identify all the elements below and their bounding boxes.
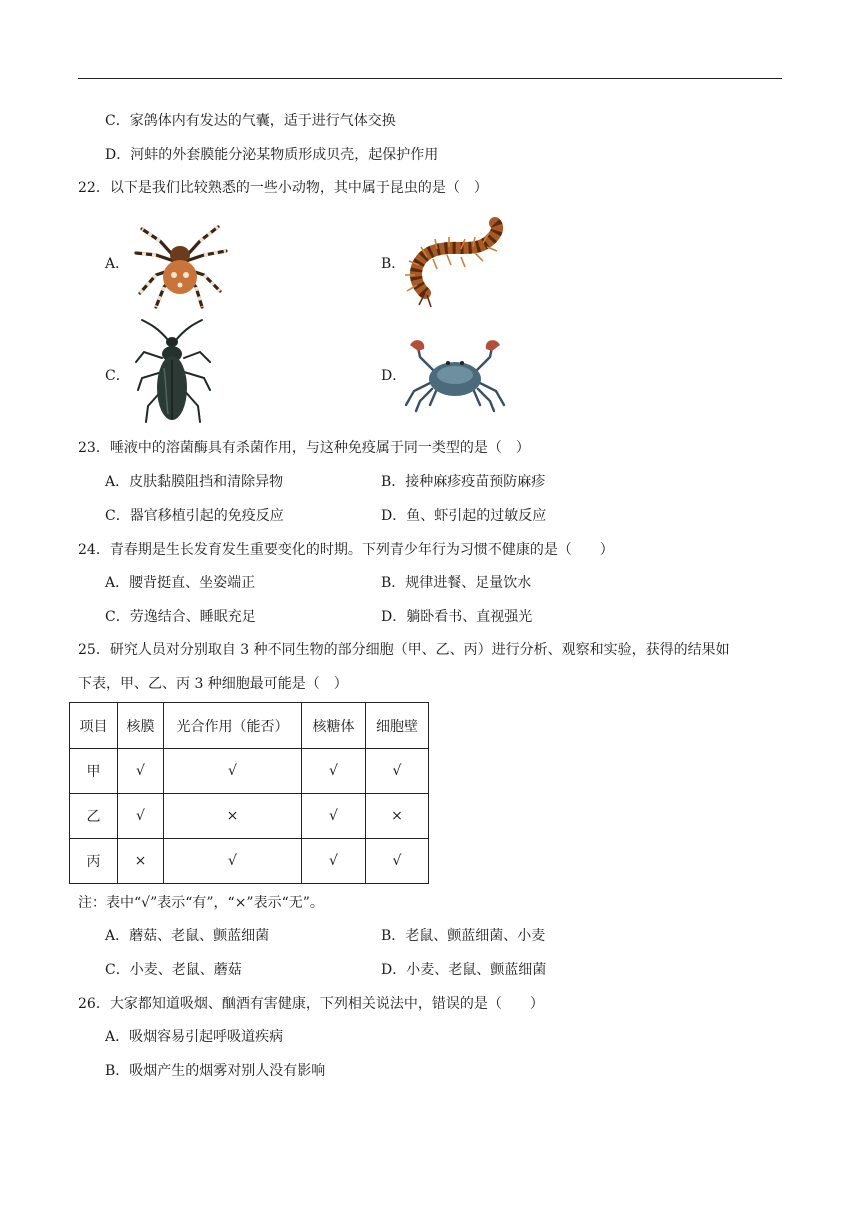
table-header: 核膜 — [118, 703, 164, 749]
beetle-icon[interactable] — [128, 318, 218, 428]
q23-stem: 23．唾液中的溶菌酶具有杀菌作用，与这种免疫属于同一类型的是（ ） — [78, 440, 530, 456]
table-cell: √ — [118, 749, 164, 794]
table-header: 核糖体 — [302, 703, 366, 749]
q24-option-d[interactable]: D．躺卧看书、直视强光 — [381, 609, 533, 625]
spider-icon[interactable] — [130, 215, 230, 310]
table-header: 光合作用（能否） — [164, 703, 302, 749]
q26-option-a[interactable]: A．吸烟容易引起呼吸道疾病 — [105, 1029, 284, 1045]
table-cell: 丙 — [70, 839, 118, 884]
table-cell: √ — [366, 839, 429, 884]
q26-option-b[interactable]: B．吸烟产生的烟雾对别人没有影响 — [105, 1063, 326, 1079]
table-cell: √ — [302, 749, 366, 794]
q22-stem: 22．以下是我们比较熟悉的一些小动物，其中属于昆虫的是（ ） — [78, 180, 488, 196]
q25-stem-line-2: 下表，甲、乙、丙 3 种细胞最可能是（ ） — [78, 676, 348, 692]
q22-option-a-label[interactable]: A． — [105, 256, 130, 272]
table-header: 细胞壁 — [366, 703, 429, 749]
q24-option-a[interactable]: A．腰背挺直、坐姿端正 — [105, 575, 256, 591]
q22-option-c-label[interactable]: C． — [105, 368, 130, 384]
q25-option-d[interactable]: D．小麦、老鼠、颤蓝细菌 — [381, 962, 547, 978]
q23-option-b[interactable]: B．接种麻疹疫苗预防麻疹 — [381, 474, 546, 490]
q24-option-b[interactable]: B．规律进餐、足量饮水 — [381, 575, 532, 591]
centipede-icon[interactable] — [403, 215, 508, 310]
q25-table-note: 注：表中“√”表示“有”，“×”表示“无”。 — [78, 895, 324, 911]
q26-stem: 26．大家都知道吸烟、酗酒有害健康，下列相关说法中，错误的是（ ） — [78, 996, 544, 1012]
q21-option-c[interactable]: C．家鸽体内有发达的气囊，适于进行气体交换 — [105, 113, 396, 129]
table-cell: √ — [302, 794, 366, 839]
q23-option-d[interactable]: D．鱼、虾引起的过敏反应 — [381, 508, 547, 524]
table-cell: 甲 — [70, 749, 118, 794]
table-cell: × — [366, 794, 429, 839]
q23-option-c[interactable]: C．器官移植引起的免疫反应 — [105, 508, 284, 524]
q21-option-d[interactable]: D．河蚌的外套膜能分泌某物质形成贝壳，起保护作用 — [105, 147, 439, 163]
q22-option-b-label[interactable]: B． — [381, 256, 406, 272]
table-cell: √ — [164, 839, 302, 884]
table-header: 项目 — [70, 703, 118, 749]
table-row — [70, 749, 429, 794]
table-cell: √ — [164, 749, 302, 794]
table-cell: × — [118, 839, 164, 884]
table-cell: √ — [366, 749, 429, 794]
q25-option-b[interactable]: B．老鼠、颤蓝细菌、小麦 — [381, 928, 546, 944]
table-cell: √ — [118, 794, 164, 839]
table-cell: × — [164, 794, 302, 839]
header-rule — [78, 78, 782, 79]
q25-option-c[interactable]: C．小麦、老鼠、蘑菇 — [105, 962, 242, 978]
table-row — [70, 794, 429, 839]
cell-comparison-table — [69, 702, 429, 884]
table-cell: √ — [302, 839, 366, 884]
table-header-row — [70, 703, 429, 749]
crab-icon[interactable] — [400, 335, 510, 413]
q24-option-c[interactable]: C．劳逸结合、睡眠充足 — [105, 609, 256, 625]
q22-option-d-label[interactable]: D． — [381, 368, 407, 384]
q24-stem: 24．青春期是生长发育发生重要变化的时期。下列青少年行为习惯不健康的是（ ） — [78, 542, 614, 558]
q23-option-a[interactable]: A．皮肤黏膜阻挡和清除异物 — [105, 474, 284, 490]
q25-stem-line-1: 25．研究人员对分别取自 3 种不同生物的部分细胞（甲、乙、丙）进行分析、观察和实验，获得的结果如 — [78, 642, 730, 658]
q25-option-a[interactable]: A．蘑菇、老鼠、颤蓝细菌 — [105, 928, 270, 944]
table-cell: 乙 — [70, 794, 118, 839]
table-row — [70, 839, 429, 884]
